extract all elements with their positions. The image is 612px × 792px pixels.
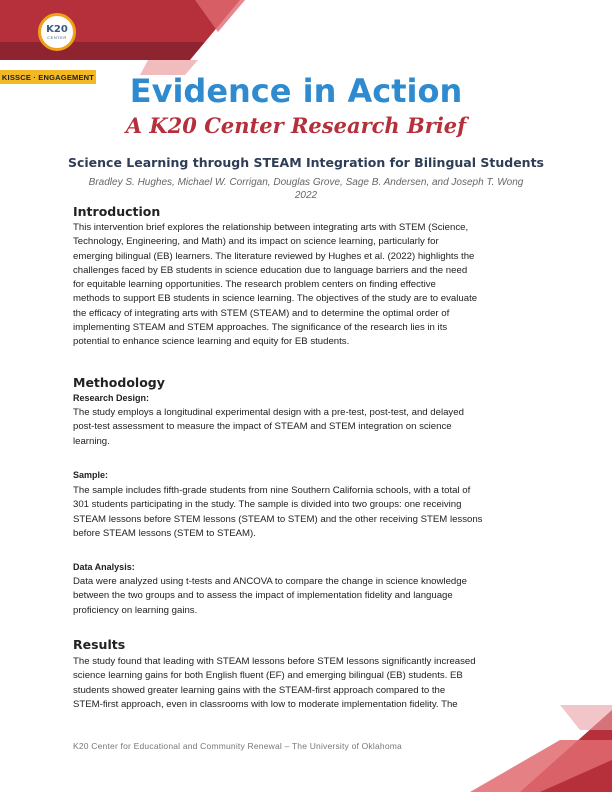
text-line: before STEAM lessons (STEM to STEAM). bbox=[73, 527, 256, 539]
methodology-heading: Methodology bbox=[73, 375, 165, 390]
kissce-badge: KISSCE · ENGAGEMENT bbox=[0, 70, 96, 84]
text-line: 301 students participating in the study. The sample is divided into two groups: one receiving bbox=[73, 499, 462, 511]
page-title: Evidence in Action bbox=[129, 72, 463, 110]
results-heading: Results bbox=[73, 637, 126, 652]
sample-text bbox=[73, 484, 539, 541]
year: 2022 bbox=[294, 190, 318, 201]
paper-title: Science Learning through STEAM Integration for Bilingual Students bbox=[67, 155, 544, 170]
text-line: students showed greater learning gains with the STEAM-first approach compared to the bbox=[73, 684, 446, 696]
page-subtitle: A K20 Center Research Brief bbox=[125, 113, 467, 138]
k20-logo bbox=[38, 13, 76, 51]
text-line: STEAM lessons before STEM lessons (STEAM to STEM) and the other receiving STEM lessons bbox=[73, 513, 483, 525]
text-line: proficiency on learning gains. bbox=[73, 604, 198, 616]
text-line: methods to support EB students in science learning. The objectives of the study are to evaluate bbox=[73, 293, 478, 305]
text-line: The study employs a longitudinal experimental design with a pre-test, post-test, and delayed bbox=[73, 407, 464, 418]
introduction-text bbox=[73, 221, 539, 350]
text-line: science learning gains for both English fluent (EF) and emerging bilingual (EB) students. EB bbox=[73, 670, 463, 682]
logo-text: K20 bbox=[46, 23, 68, 35]
text-line: the efficacy of integrating arts with STEM (STEAM) and to determine the optimal order of bbox=[73, 307, 450, 319]
sample-label: Sample: bbox=[73, 470, 109, 480]
introduction-heading: Introduction bbox=[73, 204, 161, 219]
text-line: potential to enhance science learning and equity for EB students. bbox=[73, 336, 350, 348]
text-line: STEM-first approach, even in classrooms with low to moderate implementation fidelity. The bbox=[73, 698, 458, 710]
text-line: This intervention brief explores the relationship between integrating arts with STEM (Science, bbox=[73, 222, 469, 233]
logo-subtext: CENTER bbox=[47, 34, 67, 40]
data-analysis-text bbox=[73, 575, 539, 618]
authors-block bbox=[0, 176, 612, 202]
text-line: Data were analyzed using t-tests and ANCOVA to compare the change in science knowledge bbox=[73, 576, 467, 587]
text-line: implementing STEAM and STEM approaches. The significance of the research lies in its bbox=[73, 322, 448, 334]
footer-text: K20 Center for Educational and Community Renewal – The University of Oklahoma bbox=[73, 741, 402, 751]
text-line: emerging bilingual (EB) learners. The literature reviewed by Hughes et al. (2022) highlights the bbox=[73, 250, 475, 262]
text-line: post-test assessment to measure the impact of STEAM and STEM integration on science bbox=[73, 421, 452, 433]
text-line: learning. bbox=[73, 435, 110, 447]
text-line: challenges faced by EB students in science education due to language barriers and the need bbox=[73, 264, 468, 276]
text-line: between the two groups and to assess the impact of implementation fidelity and language bbox=[73, 590, 453, 602]
data-analysis-label: Data Analysis: bbox=[73, 562, 135, 572]
text-line: The sample includes fifth-grade students from nine Southern California schools, with a total of bbox=[73, 485, 471, 496]
research-design-label: Research Design: bbox=[73, 393, 150, 403]
header-banner-shape bbox=[0, 0, 612, 75]
research-design-text bbox=[73, 406, 539, 449]
text-line: Technology, Engineering, and Math) and its impact on science learning, particularly for bbox=[73, 236, 439, 248]
authors: Bradley S. Hughes, Michael W. Corrigan, Douglas Grove, Sage B. Andersen, and Joseph T. Wong bbox=[88, 177, 524, 188]
text-line: The study found that leading with STEAM lessons before STEM lessons significantly increased bbox=[73, 656, 476, 667]
text-line: for equitable learning opportunities. The research problem centers on finding effective bbox=[73, 279, 436, 291]
